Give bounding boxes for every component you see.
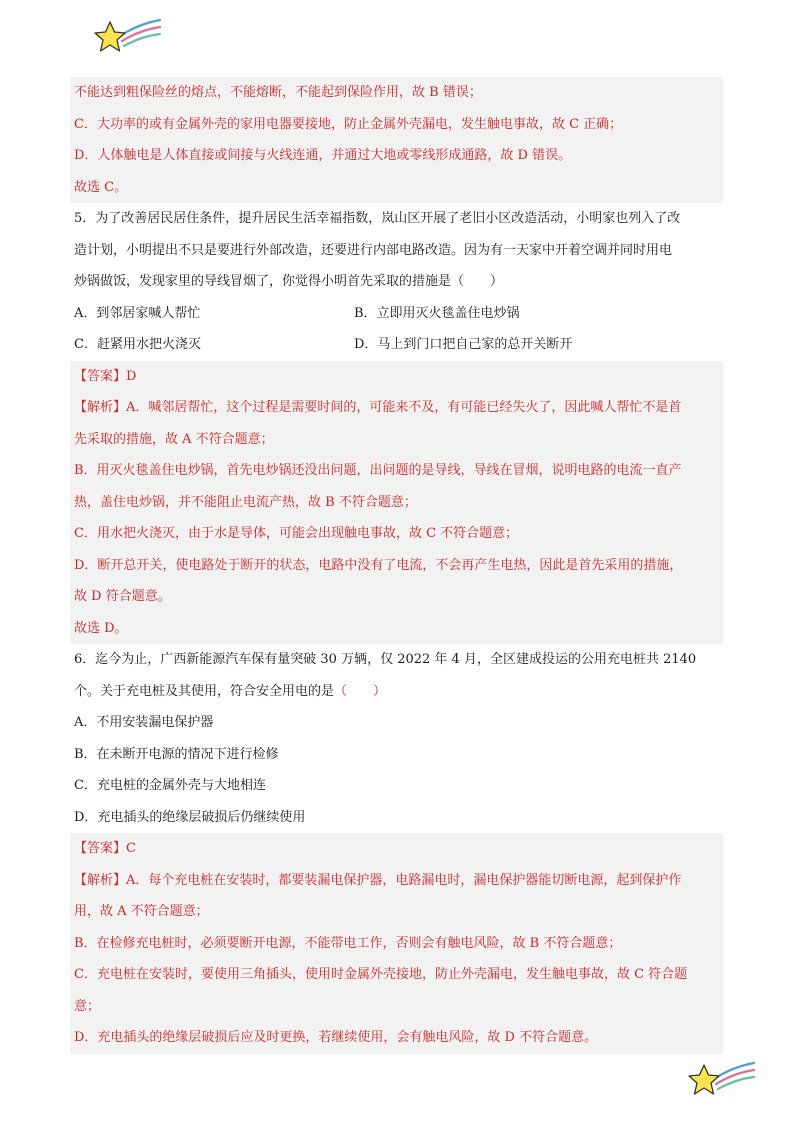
answer-tag: 【答案】 bbox=[74, 368, 127, 384]
q5-options-row bbox=[70, 329, 723, 361]
prev-explanation-line: D．人体触电是人体直接或间接与火线连通，并通过大地或零线形成通路，故 D 错误。 bbox=[70, 140, 723, 172]
q5-analysis-line: 先采取的措施，故 A 不符合题意； bbox=[70, 424, 723, 456]
q6-analysis-line: C．充电桩在安装时，要使用三角插头，使用时金属外壳接地，防止外壳漏电，发生触电事故，故 C 符合题 bbox=[70, 959, 723, 991]
analysis-tag: 【解析】 bbox=[74, 400, 127, 415]
q6-analysis-line bbox=[70, 865, 723, 897]
analysis-text: A．喊邻居帮忙，这个过程是需要时间的，可能来不及，有可能已经失火了，因此喊人帮忙不是首 bbox=[126, 400, 682, 415]
q5-analysis-line: D．断开总开关，使电路处于断开的状态，电路中没有了电流，不会再产生电热，因此是首先采用的措施， bbox=[70, 550, 723, 582]
q5-stem-line: 5．为了改善居民居住条件，提升居民生活幸福指数，岚山区开展了老旧小区改造活动，小明家也列入了改 bbox=[74, 211, 681, 226]
q6-stem-line: 6．迄今为止，广西新能源汽车保有量突破 30 万辆，仅 2022 年 4 月，全区建成投运的公用充电桩共 2140 bbox=[74, 652, 697, 667]
q6-analysis-line: B．在检修充电桩时，必须要断开电源，不能带电工作，否则会有触电风险，故 B 不符合题意； bbox=[70, 928, 723, 960]
page-content bbox=[70, 77, 723, 1054]
shooting-star-icon bbox=[90, 14, 162, 58]
analysis-tag: 【解析】 bbox=[74, 872, 127, 888]
q6-analysis-line: 意； bbox=[70, 991, 723, 1023]
q6-answer bbox=[70, 833, 723, 865]
q6-option-a: A．不用安装漏电保护器 bbox=[74, 715, 214, 730]
q5-option-b: B．立即用灭火毯盖住电炒锅 bbox=[354, 305, 520, 321]
q5-analysis-line: 热，盖住电炒锅，并不能阻止电流产热，故 B 不符合题意； bbox=[70, 487, 723, 519]
q6-option-c: C．充电桩的金属外壳与大地相连 bbox=[74, 778, 266, 793]
q5-stem-line: 造计划，小明提出不只是要进行外部改造，还要进行内部电路改造。因为有一天家中开着空调并同时用电 bbox=[74, 242, 673, 258]
q5-options-row bbox=[70, 298, 723, 330]
q6-option-d: D．充电插头的绝缘层破损后仍继续使用 bbox=[74, 809, 306, 825]
q5-answer bbox=[70, 361, 723, 393]
q5-analysis-line: C．用水把火浇灭，由于水是导体，可能会出现触电事故，故 C 不符合题意； bbox=[70, 518, 723, 550]
answer-tag: 【答案】 bbox=[74, 841, 127, 856]
answer-value: C bbox=[126, 841, 136, 856]
q5-conclusion: 故选 D。 bbox=[70, 613, 723, 645]
answer-value: D bbox=[126, 368, 137, 384]
q6-option-b: B．在未断开电源的情况下进行检修 bbox=[74, 746, 279, 762]
q5-stem-line: 炒锅做饭，发现家里的导线冒烟了，你觉得小明首先采取的措施是（ ） bbox=[74, 274, 504, 289]
q5-analysis-line: B．用灭火毯盖住电炒锅，首先电炒锅还没出问题，出问题的是导线，导线在冒烟，说明电路的电流一直产 bbox=[70, 455, 723, 487]
prev-explanation-line: 不能达到粗保险丝的熔点，不能熔断，不能起到保险作用，故 B 错误； bbox=[70, 77, 723, 109]
q5-analysis-line: 故 D 符合题意。 bbox=[70, 581, 723, 613]
q6-stem-text: 个。关于充电桩及其使用，符合安全用电的是 bbox=[74, 683, 335, 699]
q6-answer-bracket: （ ） bbox=[334, 683, 387, 699]
q5-analysis-line bbox=[70, 392, 723, 424]
q5-option-d: D．马上到门口把自己家的总开关断开 bbox=[354, 337, 573, 352]
q6-stem-line bbox=[70, 676, 723, 708]
q6-analysis-line: 用，故 A 不符合题意； bbox=[70, 896, 723, 928]
analysis-text: A．每个充电桩在安装时，都要装漏电保护器，电路漏电时，漏电保护器能切断电源，起到保护作 bbox=[126, 872, 682, 888]
q5-option-a: A．到邻居家喊人帮忙 bbox=[74, 305, 201, 321]
prev-explanation-line: C．大功率的或有金属外壳的家用电器要接地，防止金属外壳漏电，发生触电事故，故 C 正确； bbox=[70, 109, 723, 141]
q6-analysis-line: D．充电插头的绝缘层破损后应及时更换，若继续使用，会有触电风险，故 D 不符合题意。 bbox=[70, 1022, 723, 1054]
shooting-star-icon bbox=[684, 1057, 756, 1101]
q5-option-c: C．赶紧用水把火浇灭 bbox=[74, 337, 201, 352]
prev-conclusion: 故选 C。 bbox=[70, 172, 723, 204]
